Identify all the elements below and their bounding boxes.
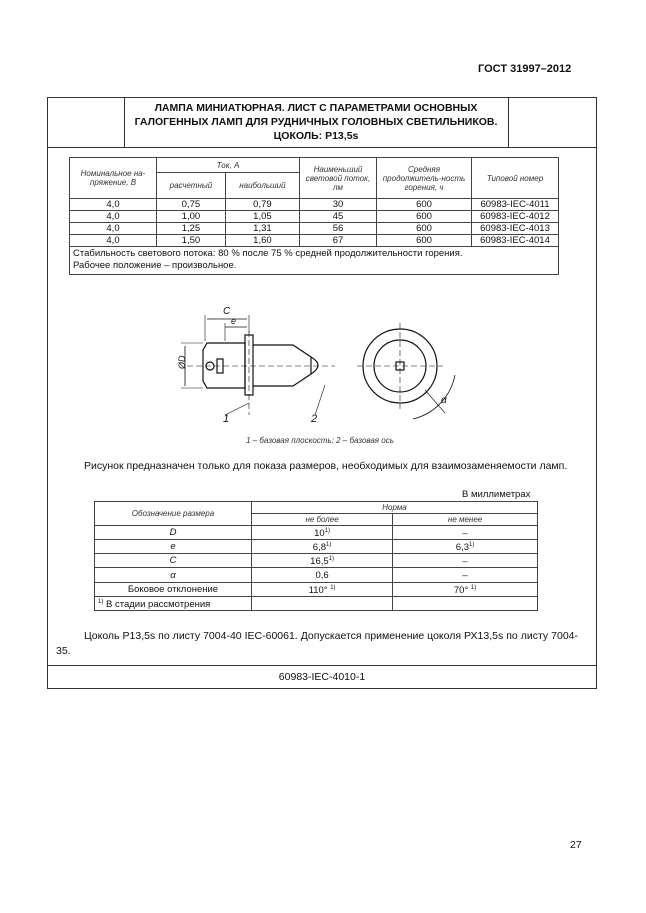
- table-row: 4,0 0,75 0,79 30 600 60983-IEC-4011: [70, 199, 559, 211]
- note-position: Рабочее положение – произвольное.: [73, 260, 237, 271]
- table-row: 4,0 1,50 1,60 67 600 60983-IEC-4014: [70, 235, 559, 247]
- sheet-bottom-divider: [47, 665, 597, 666]
- label-2: 2: [311, 413, 318, 425]
- lamp-bulb-neck: [253, 345, 311, 386]
- note-stability: Стабильность светового потока: 80 % после 75 % средней продолжительности горения.: [73, 248, 463, 259]
- label-d: ØD: [177, 355, 187, 369]
- table-row: 4,0 1,00 1,05 45 600 60983-IEC-4012: [70, 211, 559, 223]
- header-type: Типовой номер: [472, 158, 559, 199]
- lamp-base-body: [203, 343, 245, 388]
- header-designation: Обозначение размера: [95, 502, 252, 526]
- table-notes: [70, 247, 559, 275]
- header-max: не более: [252, 514, 393, 526]
- paragraph-figure-note: Рисунок предназначен только для показа размеров, необходимых для взаимозаменяемости ламп.: [84, 460, 568, 472]
- title-right-divider: [508, 97, 509, 147]
- table-row: Боковое отклонение 110° $^{1)}$ 70° $^{1)}$: [95, 582, 538, 596]
- header-voltage: Номинальное на-пряжение, В: [70, 158, 157, 199]
- table-footnote-row: $^{1)}$ В стадии рассмотрения: [95, 596, 538, 610]
- paragraph-base-note: Цоколь Р13,5s по листу 7004-40 IEC-60061. Допускается применение цоколя РХ13,5s по листу 7004-35.: [56, 630, 578, 657]
- sheet-title: ЛАМПА МИНИАТЮРНАЯ. ЛИСТ С ПАРАМЕТРАМИ ОСНОВНЫХ ГАЛОГЕННЫХ ЛАМП ДЛЯ РУДНИЧНЫХ ГОЛОВНЫХ СВЕТИЛЬНИКОВ. ЦОКОЛЬ: Р13,5s: [134, 102, 498, 142]
- lamp-tip: [311, 357, 318, 374]
- title-left-cell: [47, 97, 125, 147]
- table-row: 4,0 1,25 1,31 56 600 60983-IEC-4013: [70, 223, 559, 235]
- header-flux: Наименьший световой поток, лм: [300, 158, 377, 199]
- header-life: Средняя продолжитель-ность горения, ч: [377, 158, 472, 199]
- label-alpha: α: [441, 395, 447, 406]
- table-row: e 6,8$^{1)}$ 6,3$^{1)}$: [95, 540, 538, 554]
- page-number: 27: [570, 839, 582, 851]
- table-row: C 16,5$^{1)}$ –: [95, 554, 538, 568]
- lamp-dimension-drawing: [165, 295, 475, 430]
- label-1: 1: [223, 413, 230, 425]
- dimensions-table: [94, 501, 538, 611]
- label-c: C: [223, 306, 231, 317]
- header-current-max: наибольший: [225, 173, 299, 199]
- table-row: D 10$^{1)}$ –: [95, 526, 538, 540]
- header-min: не менее: [393, 514, 538, 526]
- label-e: e: [231, 316, 237, 326]
- header-current: Ток, А: [157, 158, 300, 173]
- table-row: α 0,6 –: [95, 568, 538, 582]
- document-code: ГОСТ 31997–2012: [478, 63, 572, 75]
- header-norm: Норма: [252, 502, 538, 514]
- sheet-number: 60983-IEC-4010-1: [278, 671, 366, 683]
- units-label: В миллиметрах: [462, 489, 531, 500]
- lamp-parameters-table: [69, 157, 559, 275]
- base-inner-circle: [374, 340, 426, 392]
- figure-caption: 1 – базовая плоскость; 2 – базовая ось: [246, 436, 394, 445]
- title-bottom-divider: [47, 147, 597, 148]
- header-current-rated: расчетный: [157, 173, 226, 199]
